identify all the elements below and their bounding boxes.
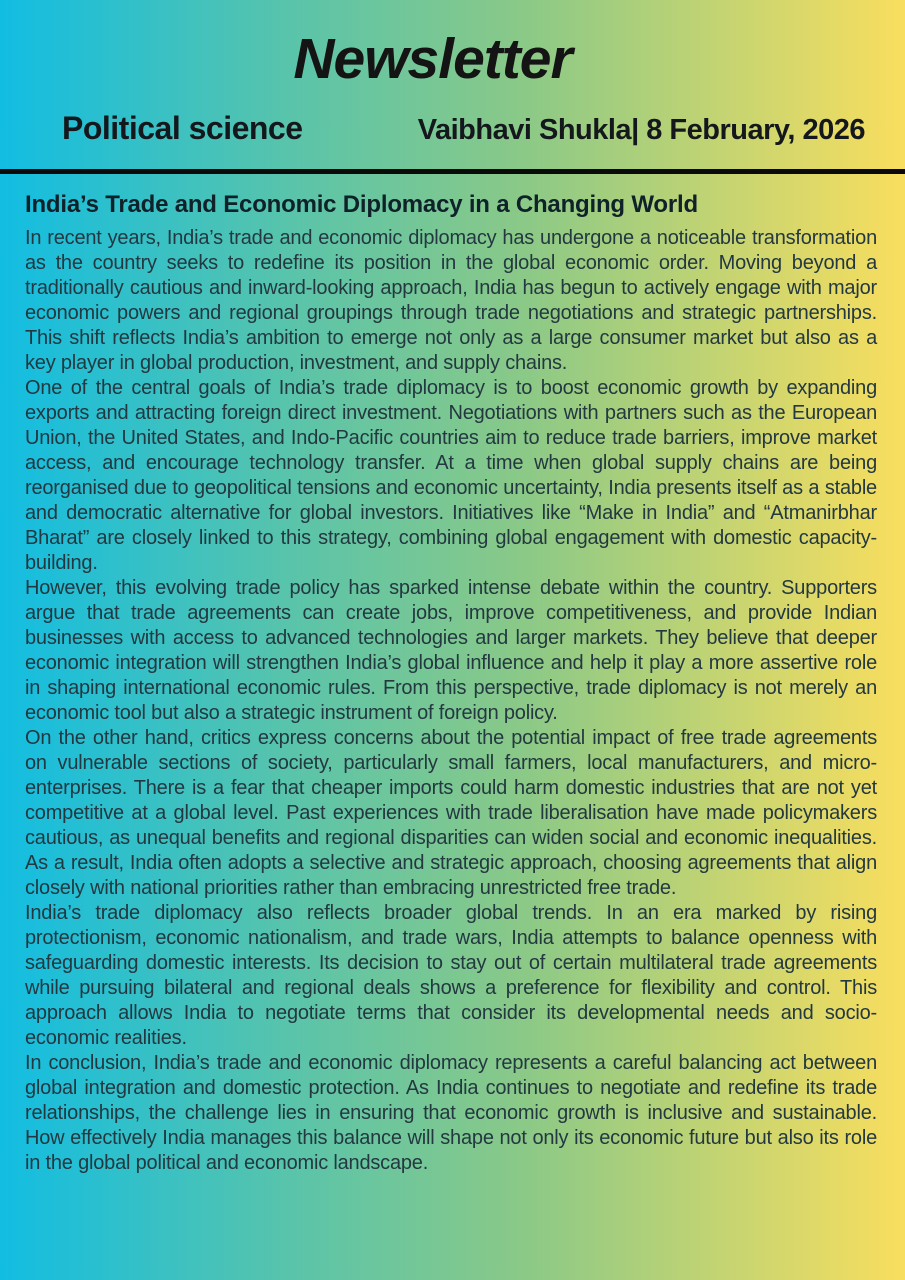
article-paragraph-3: However, this evolving trade policy has sparked intense debate within the country. Supporters argue that trade agreements can create jobs, improve competitiveness, and provide Indian businesses with access to advanced technologies and larger markets. They believe that deeper economic integration will strengthen India’s global influence and help it play a more assertive role in shaping international economic rules. From this perspective, trade diplomacy is not merely an economic tool but also a strategic instrument of foreign policy. (25, 576, 877, 724)
article-paragraph-5: India’s trade diplomacy also reflects broader global trends. In an era marked by rising protectionism, economic nationalism, and trade wars, India attempts to balance openness with safeguarding domestic interests. Its decision to stay out of certain multilateral trade agreements while pursuing bilateral and regional deals shows a preference for flexibility and control. This approach allows India to negotiate terms that consider its developmental needs and socio-economic realities. (25, 901, 877, 1049)
meta-row (0, 110, 905, 147)
article-title: India’s Trade and Economic Diplomacy in a Changing World (25, 190, 698, 218)
article-paragraph-6: In conclusion, India’s trade and economic diplomacy represents a careful balancing act between global integration and domestic protection. As India continues to negotiate and redefine its trade relationships, the challenge lies in ensuring that economic growth is inclusive and sustainable. How effectively India manages this balance will shape not only its economic future but also its role in the global political and economic landscape. (25, 1051, 877, 1174)
article-paragraph-2: One of the central goals of India’s trade diplomacy is to boost economic growth by expanding exports and attracting foreign direct investment. Negotiations with partners such as the European Union, the United States, and Indo-Pacific countries aim to reduce trade barriers, improve market access, and encourage technology transfer. At a time when global supply chains are being reorganised due to geopolitical tensions and economic uncertainty, India presents itself as a stable and democratic alternative for global investors. Initiatives like “Make in India” and “Atmanirbhar Bharat” are closely linked to this strategy, combining global engagement with domestic capacity-building. (25, 376, 877, 574)
newsletter-header (0, 0, 905, 147)
newsletter-masthead: Newsletter (293, 27, 572, 91)
byline: Vaibhavi Shukla| 8 February, 2026 (417, 113, 865, 146)
article (0, 174, 905, 1176)
article-paragraph-1: In recent years, India’s trade and economic diplomacy has undergone a noticeable transformation as the country seeks to redefine its position in the global economic order. Moving beyond a traditionally cautious and inward-looking approach, India has begun to actively engage with major economic powers and regional groupings through trade negotiations and strategic partnerships. This shift reflects India’s ambition to emerge not only as a large consumer market but also as a key player in global production, investment, and supply chains. (25, 226, 877, 374)
section-label: Political science (62, 109, 303, 146)
article-paragraph-4: On the other hand, critics express concerns about the potential impact of free trade agreements on vulnerable sections of society, particularly small farmers, local manufacturers, and micro-enterprises. There is a fear that cheaper imports could harm domestic industries that are not yet competitive at a global level. Past experiences with trade liberalisation have made policymakers cautious, as unequal benefits and regional disparities can widen social and economic inequalities. As a result, India often adopts a selective and strategic approach, choosing agreements that align closely with national priorities rather than embracing unrestricted free trade. (25, 726, 877, 899)
